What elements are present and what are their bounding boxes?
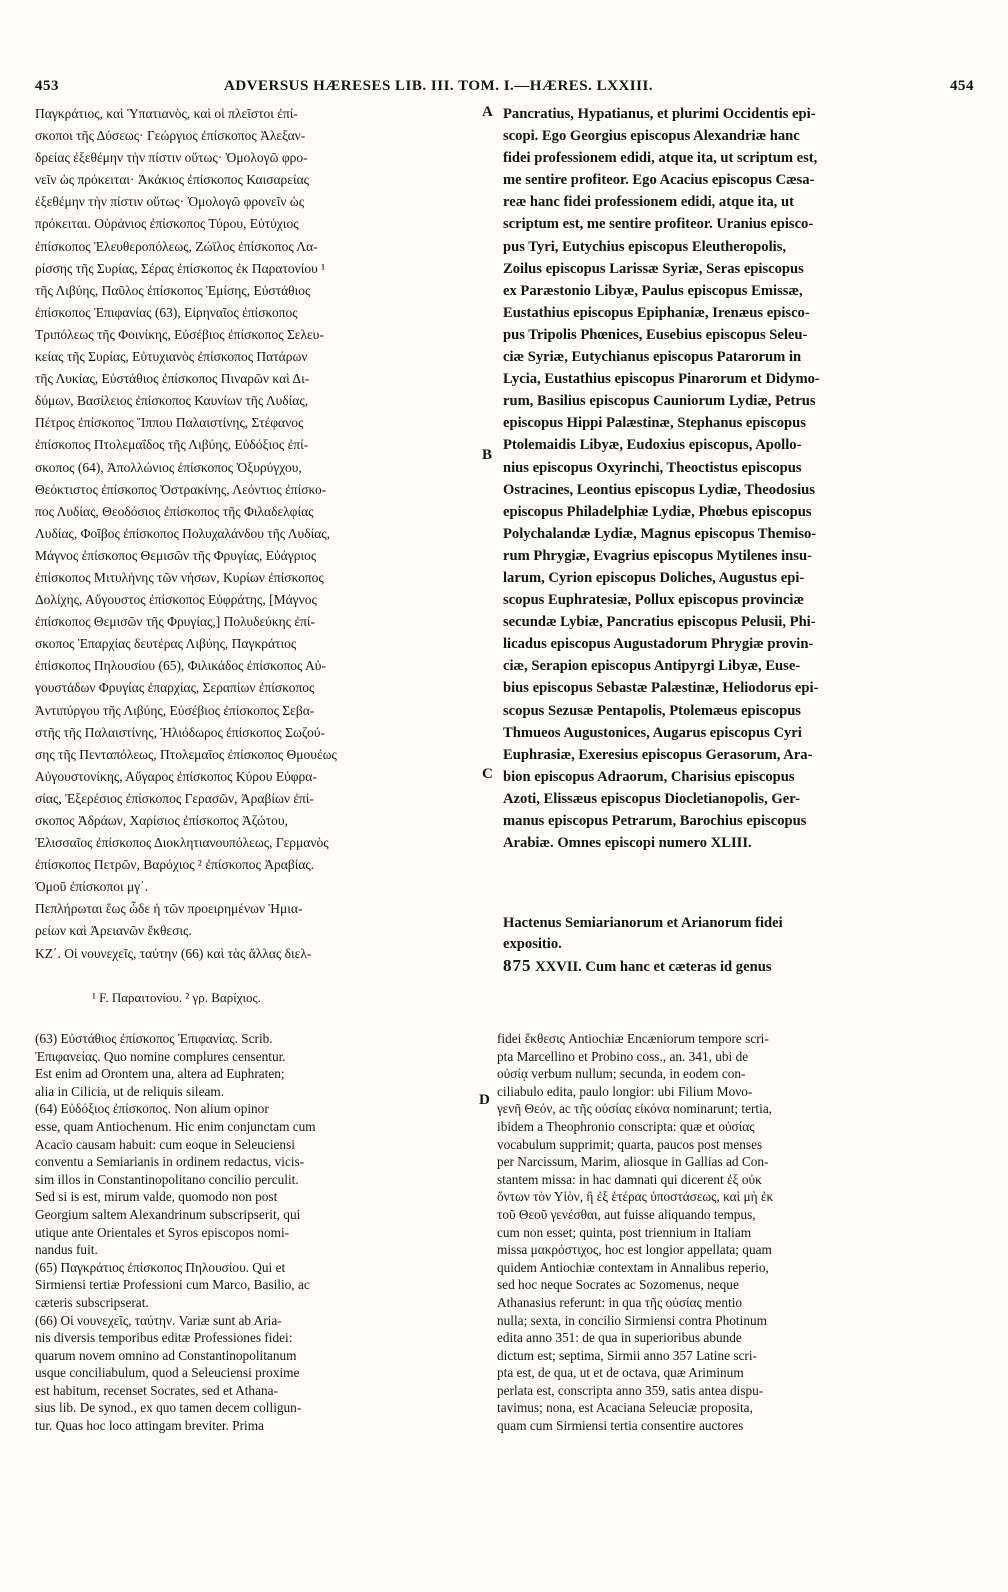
- greek-line: Δολίχης, Αὔγουστος ἐπίσκοπος Εὐφράτης, [Μάγνος: [35, 592, 317, 608]
- note-line: Athanasius referunt: in qua τῆς οὐσίας mentio: [497, 1294, 743, 1310]
- note-line: Ἐπιφανείας. Quo nomine complures censentur.: [35, 1048, 286, 1064]
- note-line: τοῦ Θεοῦ γενέσθαι, aut fuisse aliquando tempus,: [497, 1206, 756, 1222]
- latin-line: scriptum est, me sentire profiteor. Uranius episco-: [503, 216, 814, 233]
- latin-text-continuation: [503, 913, 973, 978]
- greek-line: σης τῆς Πενταπόλεως, Πτολεμαῖος ἐπίσκοπος Θμουέως: [35, 746, 337, 762]
- latin-line: larum, Cyrion episcopus Doliches, Augustus epi-: [503, 569, 805, 586]
- note-line: ὄντων τὸν Υἱὸν, ἢ ἐξ ἑτέρας ὑποστάσεως, καὶ μὴ ἐκ: [497, 1189, 774, 1205]
- note-line: per Narcissum, Marim, aliosque in Gallias ad Con-: [497, 1154, 769, 1170]
- greek-line: ρίσσης τῆς Συρίας, Σέρας ἐπίσκοπος ἐκ Παρατονίου ¹: [35, 260, 326, 276]
- margin-marker-d: D: [479, 1092, 490, 1108]
- note-line: quarum novem omnino ad Constantinopolitanum: [35, 1347, 297, 1363]
- latin-line: ciæ Syriæ, Eutychianus episcopus Patarorum in: [503, 349, 802, 366]
- latin-line: Thmueos Augustonices, Augarus episcopus Cyri: [503, 724, 802, 741]
- note-line: utique ante Orientales et Syros episcopos nomi-: [35, 1224, 290, 1240]
- note-line: edita anno 351: de qua in superioribus abunde: [497, 1330, 742, 1346]
- latin-line: Pancratius, Hypatianus, et plurimi Occidentis epi-: [503, 106, 816, 122]
- note-line: missa μακρόστιχος, hoc est longior appellata; quam: [497, 1242, 772, 1258]
- note-line: esse, quam Antiochenum. Hic enim conjunctam cum: [35, 1118, 316, 1134]
- note-line: (63) Εὐστάθιος ἐπίσκοπος Ἐπιφανίας. Scrib.: [35, 1031, 273, 1046]
- latin-line: Ostracines, Leontius episcopus Lydiæ, Theodosius: [503, 481, 815, 498]
- greek-line: σίας, Ἐξερέσιος ἐπίσκοπος Γερασῶν, Ἀραβίων ἐπί-: [35, 790, 314, 806]
- note-line: cæteris subscripserat.: [35, 1294, 149, 1310]
- greek-line: στῆς τῆς Παλαιστίνης, Ἡλιόδωρος ἐπίσκοπος Σωζού-: [35, 724, 325, 740]
- note-line: usque conciliabulum, quod a Seleuciensi proxime: [35, 1365, 300, 1381]
- note-line: (64) Εὐδόξιος ἐπίσκοπος. Non alium opinor: [35, 1101, 269, 1117]
- note-line: Est enim ad Orontem una, altera ad Euphraten;: [35, 1066, 285, 1082]
- note-line: γενῆ Θεόν, ac τῆς οὐσίας εἰκόνα nominarunt; tertia,: [497, 1101, 773, 1117]
- greek-line: γουστάδων Φρυγίας ἐπαρχίας, Σεραπίων ἐπίσκοπος: [35, 680, 315, 696]
- greek-line: σκοπος Ἐπαρχίας δευτέρας Λιβύης, Παγκράτιος: [35, 636, 297, 652]
- latin-line: ex Paræstonio Libyæ, Paulus episcopus Emissæ,: [503, 282, 803, 299]
- greek-line: ρείων καὶ Ἀρειανῶν ἔκθεσις.: [35, 923, 192, 939]
- note-line: ciliabulo edita, paulo longior: ubi Filium Μονο-: [497, 1083, 753, 1099]
- greek-line: Αὐγουστονίκης, Αὔγαρος ἐπίσκοπος Κύρου Εὐφρα-: [35, 768, 317, 784]
- margin-marker-c: C: [482, 766, 493, 782]
- latin-line: bius episcopus Sebastæ Palæstinæ, Heliodorus epi-: [503, 680, 819, 697]
- note-line: (66) Οἱ νουνεχεῖς, ταύτην. Variæ sunt ab Aria-: [35, 1312, 282, 1328]
- latin-line: bion episcopus Adraorum, Charisius episcopus: [503, 768, 795, 785]
- note-line: fidei ἔκθεσις Antiochiæ Encæniorum tempore scri-: [497, 1031, 769, 1046]
- latin-line: scopus Euphratesiæ, Pollux episcopus provinciæ: [503, 592, 804, 609]
- latin-line: reæ hanc fidei professionem edidi, atque ita, ut: [503, 194, 794, 211]
- latin-line: Ptolemaidis Libyæ, Eudoxius episcopus, Apollo-: [503, 437, 802, 454]
- greek-line: Παγκράτιος, καὶ Ὑπατιανὸς, καὶ οἱ πλεῖστοι ἐπί-: [35, 106, 298, 121]
- greek-line: ἐπίσκοπος Ἐπιφανίας (63), Εἰρηναῖος ἐπίσκοπος: [35, 304, 298, 320]
- greek-line: σκοποι τῆς Δύσεως· Γεώργιος ἐπίσκοπος Ἀλεξαν-: [35, 128, 306, 144]
- note-line: sius lib. De synod., ex quo tamen decem colligun-: [35, 1400, 302, 1416]
- greek-line: Τριπόλεως τῆς Φοινίκης, Εὐσέβιος ἐπίσκοπος Σελευ-: [35, 326, 324, 342]
- running-header: [0, 78, 1008, 104]
- column-number: 875: [503, 956, 532, 975]
- note-line: nandus fuit.: [35, 1242, 98, 1258]
- greek-line: Πεπλήρωται ἕως ὧδε ἡ τῶν προειρημένων Ἡμια-: [35, 901, 303, 917]
- page-number-right: 454: [950, 78, 974, 94]
- greek-line: ἐπίσκοπος Πηλουσίου (65), Φιλικάδος ἐπίσκοπος Αὐ-: [35, 658, 326, 674]
- latin-line: episcopus Hippi Palæstinæ, Stephanus episcopus: [503, 415, 806, 432]
- latin-line: pus Tripolis Phœnices, Eusebius episcopus Seleu-: [503, 326, 808, 343]
- greek-line: Θεόκτιστος ἐπίσκοπος Ὀστρακίνης, Λεόντιος ἐπίσκο-: [35, 481, 327, 497]
- note-line: Georgium saltem Alexandrinum subscripserit, qui: [35, 1206, 301, 1222]
- greek-line: ἐπίσκοπος Πετρῶν, Βαρόχιος ² ἐπίσκοπος Ἀραβίας.: [35, 857, 315, 873]
- greek-line: Ἐλισσαῖος ἐπίσκοπος Διοκλητιανουπόλεως, Γερμανὸς: [35, 835, 329, 851]
- greek-line: πος Λυδίας, Θεοδόσιος ἐπίσκοπος τῆς Φιλαδελφίας: [35, 503, 314, 519]
- note-line: vocabulum supprimit; quarta, paucos post menses: [497, 1136, 763, 1152]
- note-line: nulla; sexta, in concilio Sirmiensi contra Photinum: [497, 1312, 767, 1328]
- note-line: stantem missa: in hac damnati qui dicerent ἐξ οὐκ: [497, 1171, 762, 1187]
- greek-line: τῆς Λιβύης, Παῦλος ἐπίσκοπος Ἐμίσης, Εὐστάθιος: [35, 282, 311, 298]
- greek-line: ἐπίσκοπος Ἐλευθεροπόλεως, Ζώϊλος ἐπίσκοπος Λα-: [35, 238, 318, 254]
- greek-line: νεῖν ὡς πρόκειται· Ἀκάκιος ἐπίσκοπος Καισαρείας: [35, 172, 310, 188]
- latin-text-column: [503, 103, 973, 854]
- footnote-references: ¹ F. Παραιτονίου. ² γρ. Βαρίχιος.: [92, 990, 261, 1005]
- note-line: conventu a Semiarianis in ordinem redactus, vicis-: [35, 1154, 305, 1170]
- note-line: (65) Παγκράτιος ἐπίσκοπος Πηλουσίου. Qui et: [35, 1259, 286, 1275]
- latin-line: rum, Basilius episcopus Cauniorum Lydiæ, Petrus: [503, 393, 816, 410]
- latin-line: Arabiæ. Omnes episcopi numero XLIII.: [503, 835, 752, 852]
- greek-line: δρείας ἐξεθέμην τὴν πίστιν οὕτως· Ὁμολογῶ φρο-: [35, 150, 308, 166]
- note-line: sed hoc neque Socrates ac Sozomenus, neque: [497, 1277, 739, 1293]
- note-line: nis diversis temporibus editæ Professiones fidei:: [35, 1330, 293, 1346]
- note-line: alia in Cilicia, ut de reliquis sileam.: [35, 1083, 225, 1099]
- latin-line: scopi. Ego Georgius episcopus Alexandriæ hanc: [503, 128, 800, 145]
- margin-marker-b: B: [482, 447, 493, 463]
- latin-line: secundæ Lybiæ, Pancratius episcopus Pelusii, Phi-: [503, 614, 816, 631]
- latin-after-line: Hactenus Semiarianorum et Arianorum fidei: [503, 915, 783, 931]
- greek-line: κείας τῆς Συρίας, Εὐτυχιανὸς ἐπίσκοπος Πατάρων: [35, 349, 308, 365]
- latin-line: me sentire profiteor. Ego Acacius episcopus Cæsa-: [503, 172, 815, 189]
- note-line: οὐσίᾳ verbum nullum; secunda, in eodem con-: [497, 1066, 746, 1082]
- latin-line: pus Tyri, Eutychius episcopus Eleutheropolis,: [503, 238, 787, 255]
- note-line: pta est, de qua, ut et de octava, quæ Ariminum: [497, 1365, 744, 1381]
- notes-right-column: [497, 1030, 977, 1435]
- latin-line: Zoilus episcopus Larissæ Syriæ, Seras episcopus: [503, 260, 804, 277]
- latin-after-text: XXVII. Cum hanc et cæteras id genus: [535, 959, 772, 975]
- latin-line: scopus Sezusæ Pentapolis, Ptolemæus episcopus: [503, 702, 801, 719]
- note-line: cum non esset; quinta, post triennium in Italiam: [497, 1224, 752, 1240]
- latin-line: fidei professionem edidi, atque ita, ut scriptum est,: [503, 150, 818, 167]
- greek-line: σκοπος (64), Ἀπολλώνιος ἐπίσκοπος Ὀξυρύγχου,: [35, 459, 302, 475]
- page-number-left: 453: [35, 78, 59, 94]
- greek-line: ἐπίσκοπος Θεμισῶν τῆς Φρυγίας,] Πολυδεύκης ἐπί-: [35, 614, 316, 630]
- latin-line: Euphrasiæ, Exeresius episcopus Gerasorum, Ara-: [503, 746, 813, 763]
- greek-line: ΚΖ΄. Οἱ νουνεχεῖς, ταύτην (66) καὶ τὰς ἄλλας διελ-: [35, 945, 312, 961]
- greek-line: σκοπος Ἀδράων, Χαρίσιος ἐπίσκοπος Ἀζώτου,: [35, 813, 288, 828]
- latin-line: manus episcopus Petrarum, Barochius episcopus: [503, 813, 807, 829]
- note-line: Sed si is est, mirum valde, quomodo non post: [35, 1189, 278, 1205]
- greek-line: Πέτρος ἐπίσκοπος Ἵππου Παλαιστίνης, Στέφανος: [35, 415, 304, 431]
- note-line: est habitum, recenset Socrates, sed et Athana-: [35, 1382, 278, 1398]
- note-line: quam cum Sirmiensi tertia consentire auctores: [497, 1418, 744, 1434]
- note-line: tur. Quas hoc loco attingam breviter. Prima: [35, 1418, 264, 1434]
- note-line: tavimus; nona, est Acaciana Seleuciæ proposita,: [497, 1400, 753, 1416]
- latin-line: Eustathius episcopus Epiphaniæ, Irenæus episco-: [503, 304, 810, 321]
- notes-left-column: [35, 1030, 475, 1435]
- greek-line: ἐπίσκοπος Πτολεμαΐδος τῆς Λιβύης, Εὐδόξιος ἐπί-: [35, 437, 309, 453]
- latin-line: episcopus Philadelphiæ Lydiæ, Phœbus episcopus: [503, 503, 812, 520]
- greek-text-column: [35, 103, 475, 965]
- greek-line: τῆς Λυκίας, Εὐστάθιος ἐπίσκοπος Πιναρῶν καὶ Δι-: [35, 371, 310, 387]
- greek-line: πρόκειται. Οὐράνιος ἐπίσκοπος Τύρου, Εὐτύχιος: [35, 216, 299, 232]
- note-line: Sirmiensi tertiæ Professioni cum Marco, Basilio, ac: [35, 1277, 310, 1293]
- note-line: dictum est; septima, Sirmii anno 357 Latine scri-: [497, 1347, 757, 1363]
- latin-line: Polychalandæ Lydiæ, Magnus episcopus Themiso-: [503, 525, 817, 542]
- running-title: ADVERSUS HÆRESES LIB. III. TOM. I.—HÆRES. LXXIII.: [224, 78, 654, 94]
- margin-marker-a: A: [482, 104, 493, 120]
- note-line: Acacio causam habuit: cum eoque in Seleuciensi: [35, 1136, 295, 1152]
- latin-line: Azoti, Elissæus episcopus Diocletianopolis, Ger-: [503, 790, 801, 807]
- latin-line: ciæ, Serapion episcopus Antipyrgi Libyæ, Euse-: [503, 658, 801, 675]
- latin-line: Lycia, Eustathius episcopus Pinarorum et Didymo-: [503, 371, 820, 388]
- note-line: ibidem a Theophronio conscripta: quæ et οὐσίας: [497, 1118, 755, 1134]
- greek-line: Ἀντιπύργου τῆς Λιβύης, Εὐσέβιος ἐπίσκοπος Σεβα-: [35, 702, 315, 718]
- latin-after-line: expositio.: [503, 936, 562, 952]
- greek-line: δύμων, Βασίλειος ἐπίσκοπος Καυνίων τῆς Λυδίας,: [35, 393, 309, 409]
- latin-line: rum Phrygiæ, Evagrius episcopus Mytilenes insu-: [503, 547, 812, 564]
- latin-after-line: [503, 955, 973, 978]
- latin-line: nius episcopus Oxyrinchi, Theoctistus episcopus: [503, 459, 802, 476]
- greek-line: Μάγνος ἐπίσκοπος Θεμισῶν τῆς Φρυγίας, Εὐάγριος: [35, 547, 317, 563]
- note-line: perlata est, conscripta anno 359, satis antea dispu-: [497, 1382, 764, 1398]
- greek-line: Ὁμοῦ ἐπίσκοποι μγ΄.: [35, 879, 149, 895]
- note-line: sim illos in Constantinopolitano concilio perculit.: [35, 1171, 299, 1187]
- note-line: pta Marcellino et Probino coss., an. 341, ubi de: [497, 1048, 749, 1064]
- note-line: quidem Antiochiæ contextam in Annalibus reperio,: [497, 1259, 769, 1275]
- latin-line: licadus episcopus Augustadorum Phrygiæ provin-: [503, 636, 814, 653]
- greek-line: ἐξεθέμην τὴν πίστιν οὕτως· Ὁμολογῶ φρονεῖν ὡς: [35, 194, 305, 210]
- greek-line: ἐπίσκοπος Μιτυλήνης τῶν νήσων, Κυρίων ἐπίσκοπος: [35, 569, 324, 585]
- greek-line: Λυδίας, Φοῖβος ἐπίσκοπος Πολυχαλάνδου τῆς Λυδίας,: [35, 525, 331, 541]
